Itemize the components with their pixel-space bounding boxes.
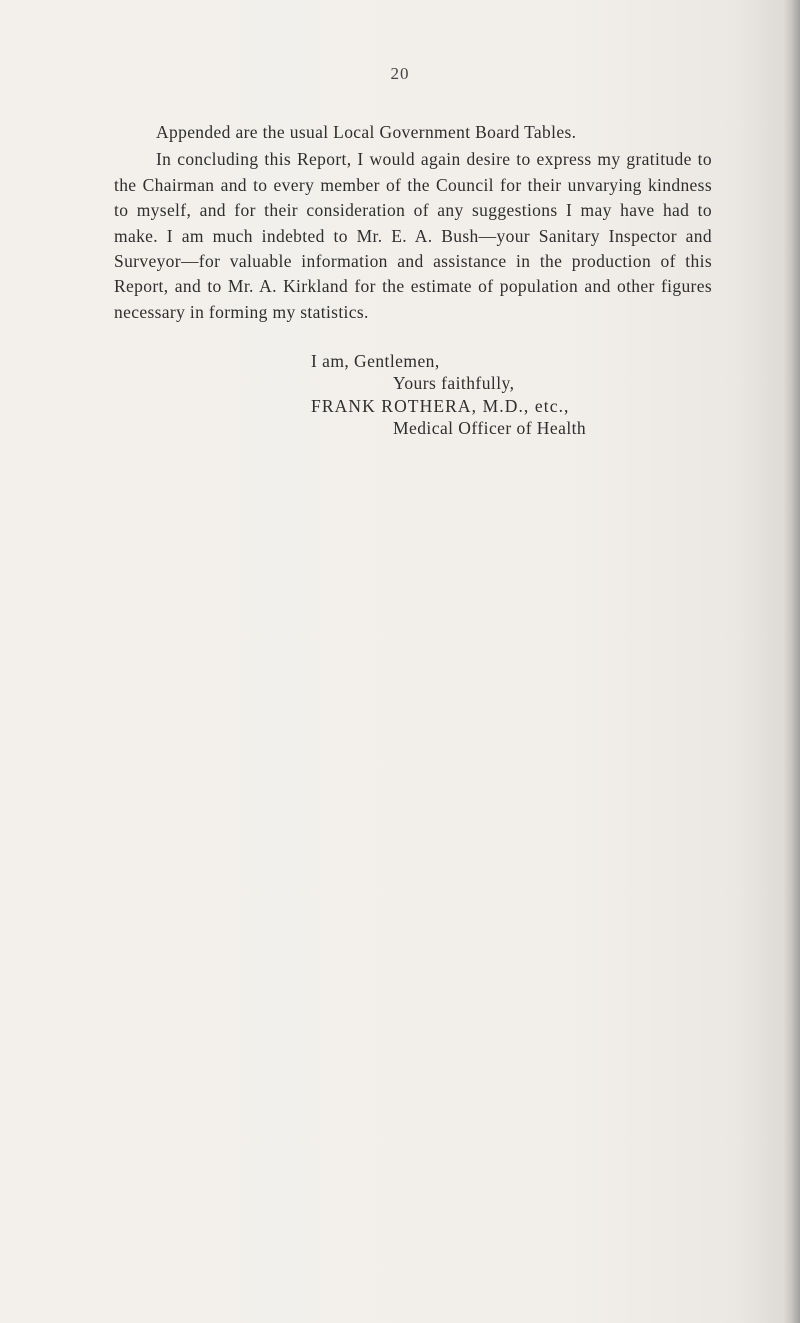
report-body xyxy=(114,120,712,325)
concluding-paragraph: In concluding this Report, I would again desire to express my gratitude to the Chairman and to every member of the Council for their unvarying kindness to myself, and for their consideration of any suggestions I may have had to make. I am much indebted to Mr. E. A. Bush—your Sanitary Inspector and Surveyor—for valuable information and assistance in the production of this Report, and to Mr. A. Kirkland for the estimate of population and other figures necessary in forming my statistics. xyxy=(114,149,712,322)
salutation: I am, Gentlemen, xyxy=(311,351,440,371)
valediction: Yours faithfully, xyxy=(393,373,515,393)
page-number: 20 xyxy=(390,64,410,83)
page-edge-shadow xyxy=(784,0,800,1323)
signature-name: FRANK ROTHERA, M.D., etc., xyxy=(311,396,570,416)
signature-title: Medical Officer of Health xyxy=(393,418,587,438)
appended-tables-paragraph: Appended are the usual Local Government Board Tables. xyxy=(156,122,577,142)
